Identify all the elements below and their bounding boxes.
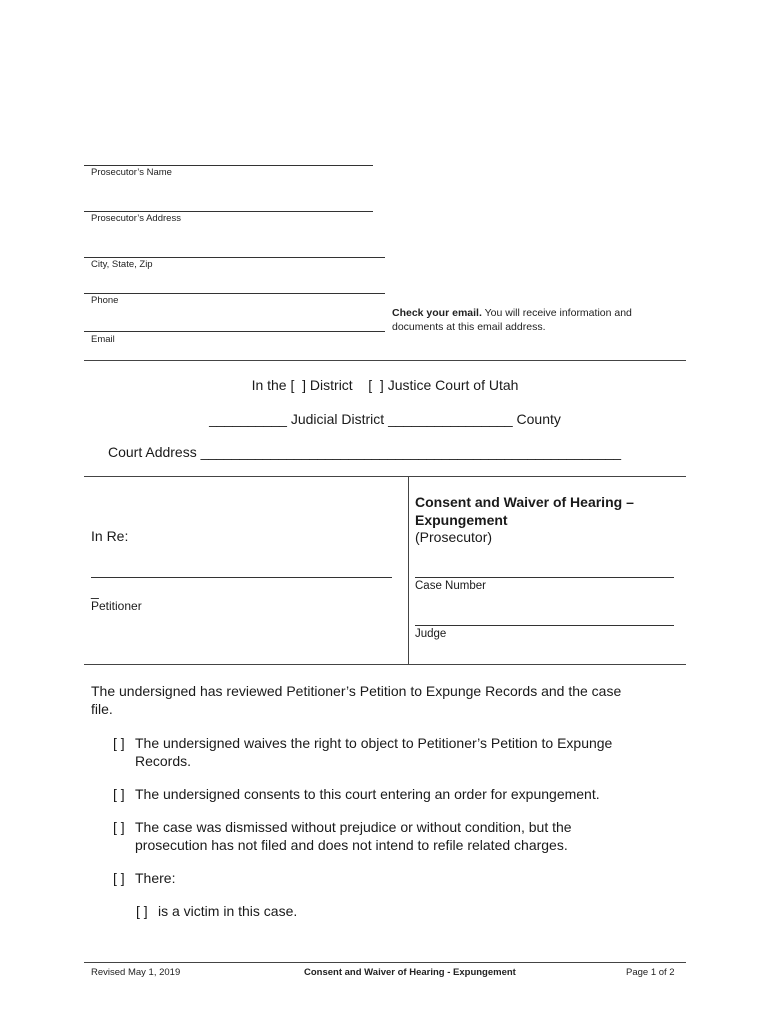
case-number-label: Case Number [415, 580, 486, 592]
sub-option-victim [136, 902, 297, 920]
court-line-2: __________ Judicial District ________________ County [209, 411, 561, 427]
option-waive [113, 734, 612, 770]
petitioner-name-line[interactable] [91, 577, 392, 578]
phone-line[interactable] [84, 293, 385, 294]
prosecutor-name-line[interactable] [84, 165, 373, 166]
petitioner-underscore: _ [91, 583, 99, 599]
judge-line[interactable] [415, 625, 674, 626]
option-waive-line2: Records. [135, 753, 192, 769]
city-state-zip-line[interactable] [84, 257, 385, 258]
email-note-line2: documents at this email address. [392, 321, 546, 333]
intro-line2: file. [91, 701, 113, 717]
form-title-line1: Consent and Waiver of Hearing – [415, 494, 634, 510]
intro-line1: The undersigned has reviewed Petitioner’s Petition to Expunge Records and the case [91, 683, 622, 699]
caption-bottom-border [84, 664, 686, 665]
caption-top-border [84, 476, 686, 477]
footer-revised: Revised May 1, 2019 [91, 967, 181, 978]
case-number-line[interactable] [415, 577, 674, 578]
option-waive-line1: The undersigned waives the right to object to Petitioner’s Petition to Expunge [135, 735, 613, 751]
footer-divider [84, 962, 686, 963]
email-note-bold: Check your email. [392, 307, 482, 319]
form-title-line2: Expungement [415, 512, 508, 528]
in-re-label: In Re: [91, 528, 129, 544]
email-note-line1: You will receive information and [484, 307, 632, 319]
option-there-checkbox[interactable]: [ ] [113, 870, 125, 886]
court-address-line: Court Address ______________________________________________________ [108, 444, 622, 460]
option-dismissed [113, 818, 572, 854]
sub-option-victim-checkbox[interactable]: [ ] [136, 903, 148, 919]
header-divider [84, 360, 686, 361]
option-consent [113, 785, 600, 803]
option-consent-checkbox[interactable]: [ ] [113, 786, 125, 802]
sub-option-victim-text: is a victim in this case. [158, 903, 298, 919]
option-dismissed-line2: prosecution has not filed and does not intend to refile related charges. [135, 837, 568, 853]
option-consent-text: The undersigned consents to this court entering an order for expungement. [135, 786, 600, 802]
form-title [415, 493, 634, 529]
judge-label: Judge [415, 628, 447, 640]
phone-label: Phone [91, 295, 119, 306]
city-state-zip-label: City, State, Zip [91, 259, 153, 270]
form-subtitle: (Prosecutor) [415, 529, 493, 545]
option-waive-checkbox[interactable]: [ ] [113, 735, 125, 751]
option-dismissed-line1: The case was dismissed without prejudice or without condition, but the [135, 819, 572, 835]
prosecutor-address-line[interactable] [84, 211, 373, 212]
petitioner-label: Petitioner [91, 599, 142, 613]
email-label: Email [91, 334, 115, 345]
option-there [113, 869, 175, 887]
option-there-text: There: [135, 870, 176, 886]
court-line-1: In the [ ] District [ ] Justice Court of Utah [251, 377, 519, 393]
email-line[interactable] [84, 331, 385, 332]
prosecutor-name-label: Prosecutor’s Name [91, 167, 172, 178]
option-dismissed-checkbox[interactable]: [ ] [113, 819, 125, 835]
footer-page-number: Page 1 of 2 [626, 967, 675, 978]
intro-paragraph [91, 682, 621, 718]
email-note [392, 306, 672, 334]
prosecutor-address-label: Prosecutor’s Address [91, 213, 181, 224]
footer-form-title: Consent and Waiver of Hearing - Expungement [304, 967, 516, 978]
caption-divider [408, 476, 409, 664]
